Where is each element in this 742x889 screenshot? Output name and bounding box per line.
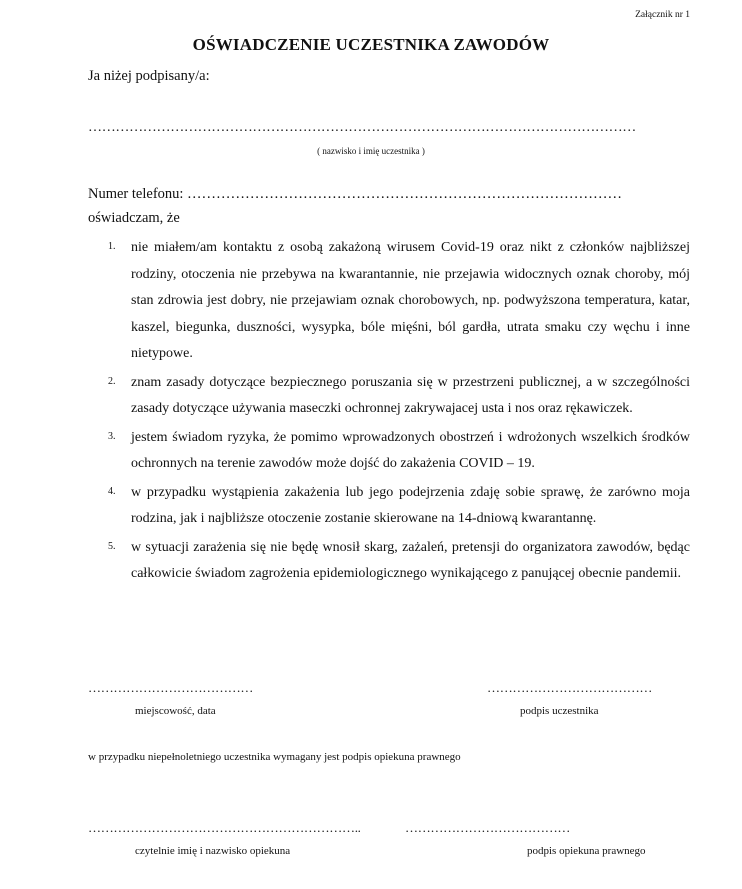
declaration-item xyxy=(108,235,690,368)
participant-name-caption: ( nazwisko i imię uczestnika ) xyxy=(317,146,425,156)
guardian-name-caption: czytelnie imię i nazwisko opiekuna xyxy=(135,845,291,857)
item-number: 1. xyxy=(108,241,116,252)
item-text: znam zasady dotyczące bezpiecznego poruszania się w przestrzeni publicznej, a w szczególności zasady dotyczące używania maseczki ochronnej zakrywajacej usta i nos oraz rękawiczek. xyxy=(131,374,690,416)
declaration-item xyxy=(108,425,690,478)
item-number: 2. xyxy=(108,375,116,387)
phone-number-field[interactable]: Numer telefonu: ……………………………………………………………………………… xyxy=(88,186,623,202)
guardian-signature-field[interactable]: ………………………………… xyxy=(405,820,571,835)
participant-name-field[interactable]: ………………………………………………………………………………………………………… xyxy=(88,120,637,135)
item-text: jestem świadom ryzyka, że pomimo wprowadzonych obostrzeń i wdrożonych wszelkich środków ochronnych na terenie zawodów może dojść do zakażenia COVID – 19. xyxy=(131,429,690,471)
declaration-item xyxy=(108,370,690,423)
guardian-signature-caption: podpis opiekuna prawnego xyxy=(527,845,646,857)
guardian-note: w przypadku niepełnoletniego uczestnika wymagany jest podpis opiekuna prawnego xyxy=(88,751,461,763)
item-number: 5. xyxy=(108,540,116,552)
place-date-caption: miejscowość, data xyxy=(135,705,216,717)
declaration-lead: oświadczam, że xyxy=(88,210,180,226)
document-title: OŚWIADCZENIE UCZESTNIKA ZAWODÓW xyxy=(192,35,550,54)
intro-text: Ja niżej podpisany/a: xyxy=(88,68,210,84)
item-text: w sytuacji zarażenia się nie będę wnosił skarg, zażaleń, pretensji do organizatora zawodów, będąc całkowicie świadom zagrożenia epidemiologicznego wynikającego z panującej obecnie pandemii. xyxy=(131,539,690,581)
participant-signature-caption: podpis uczestnika xyxy=(520,705,599,717)
item-text: nie miałem/am kontaktu z osobą zakażoną wirusem Covid-19 oraz nikt z członków najbliższej rodziny, otoczenia nie przebywa na kwarantannie, nie przejawia widocznych oznak choroby, mój stan zdrowia jest dobry, nie przejawiam oznak chorobowych, np. podwyższona temperatura, katar, kaszel, biegunka, duszności, wysypka, bóle mięśni, ból gardła, utrata smaku czy węchu i inne nietypowe. xyxy=(131,240,690,361)
declaration-item xyxy=(108,480,690,533)
place-date-field[interactable]: ………………………………… xyxy=(88,680,254,695)
attachment-label: Załącznik nr 1 xyxy=(635,10,690,20)
guardian-name-field[interactable]: ……………………………………………………….. xyxy=(88,820,361,835)
declaration-list xyxy=(108,235,690,590)
item-text: w przypadku wystąpienia zakażenia lub jego podejrzenia zdaję sobie sprawę, że zarówno moja rodzina, jak i najbliższe otoczenie zostanie skierowane na 14-dniową kwarantannę. xyxy=(131,484,690,526)
item-number: 3. xyxy=(108,430,116,442)
participant-signature-field[interactable]: ………………………………… xyxy=(487,680,653,695)
item-number: 4. xyxy=(108,485,116,497)
declaration-item xyxy=(108,535,690,588)
